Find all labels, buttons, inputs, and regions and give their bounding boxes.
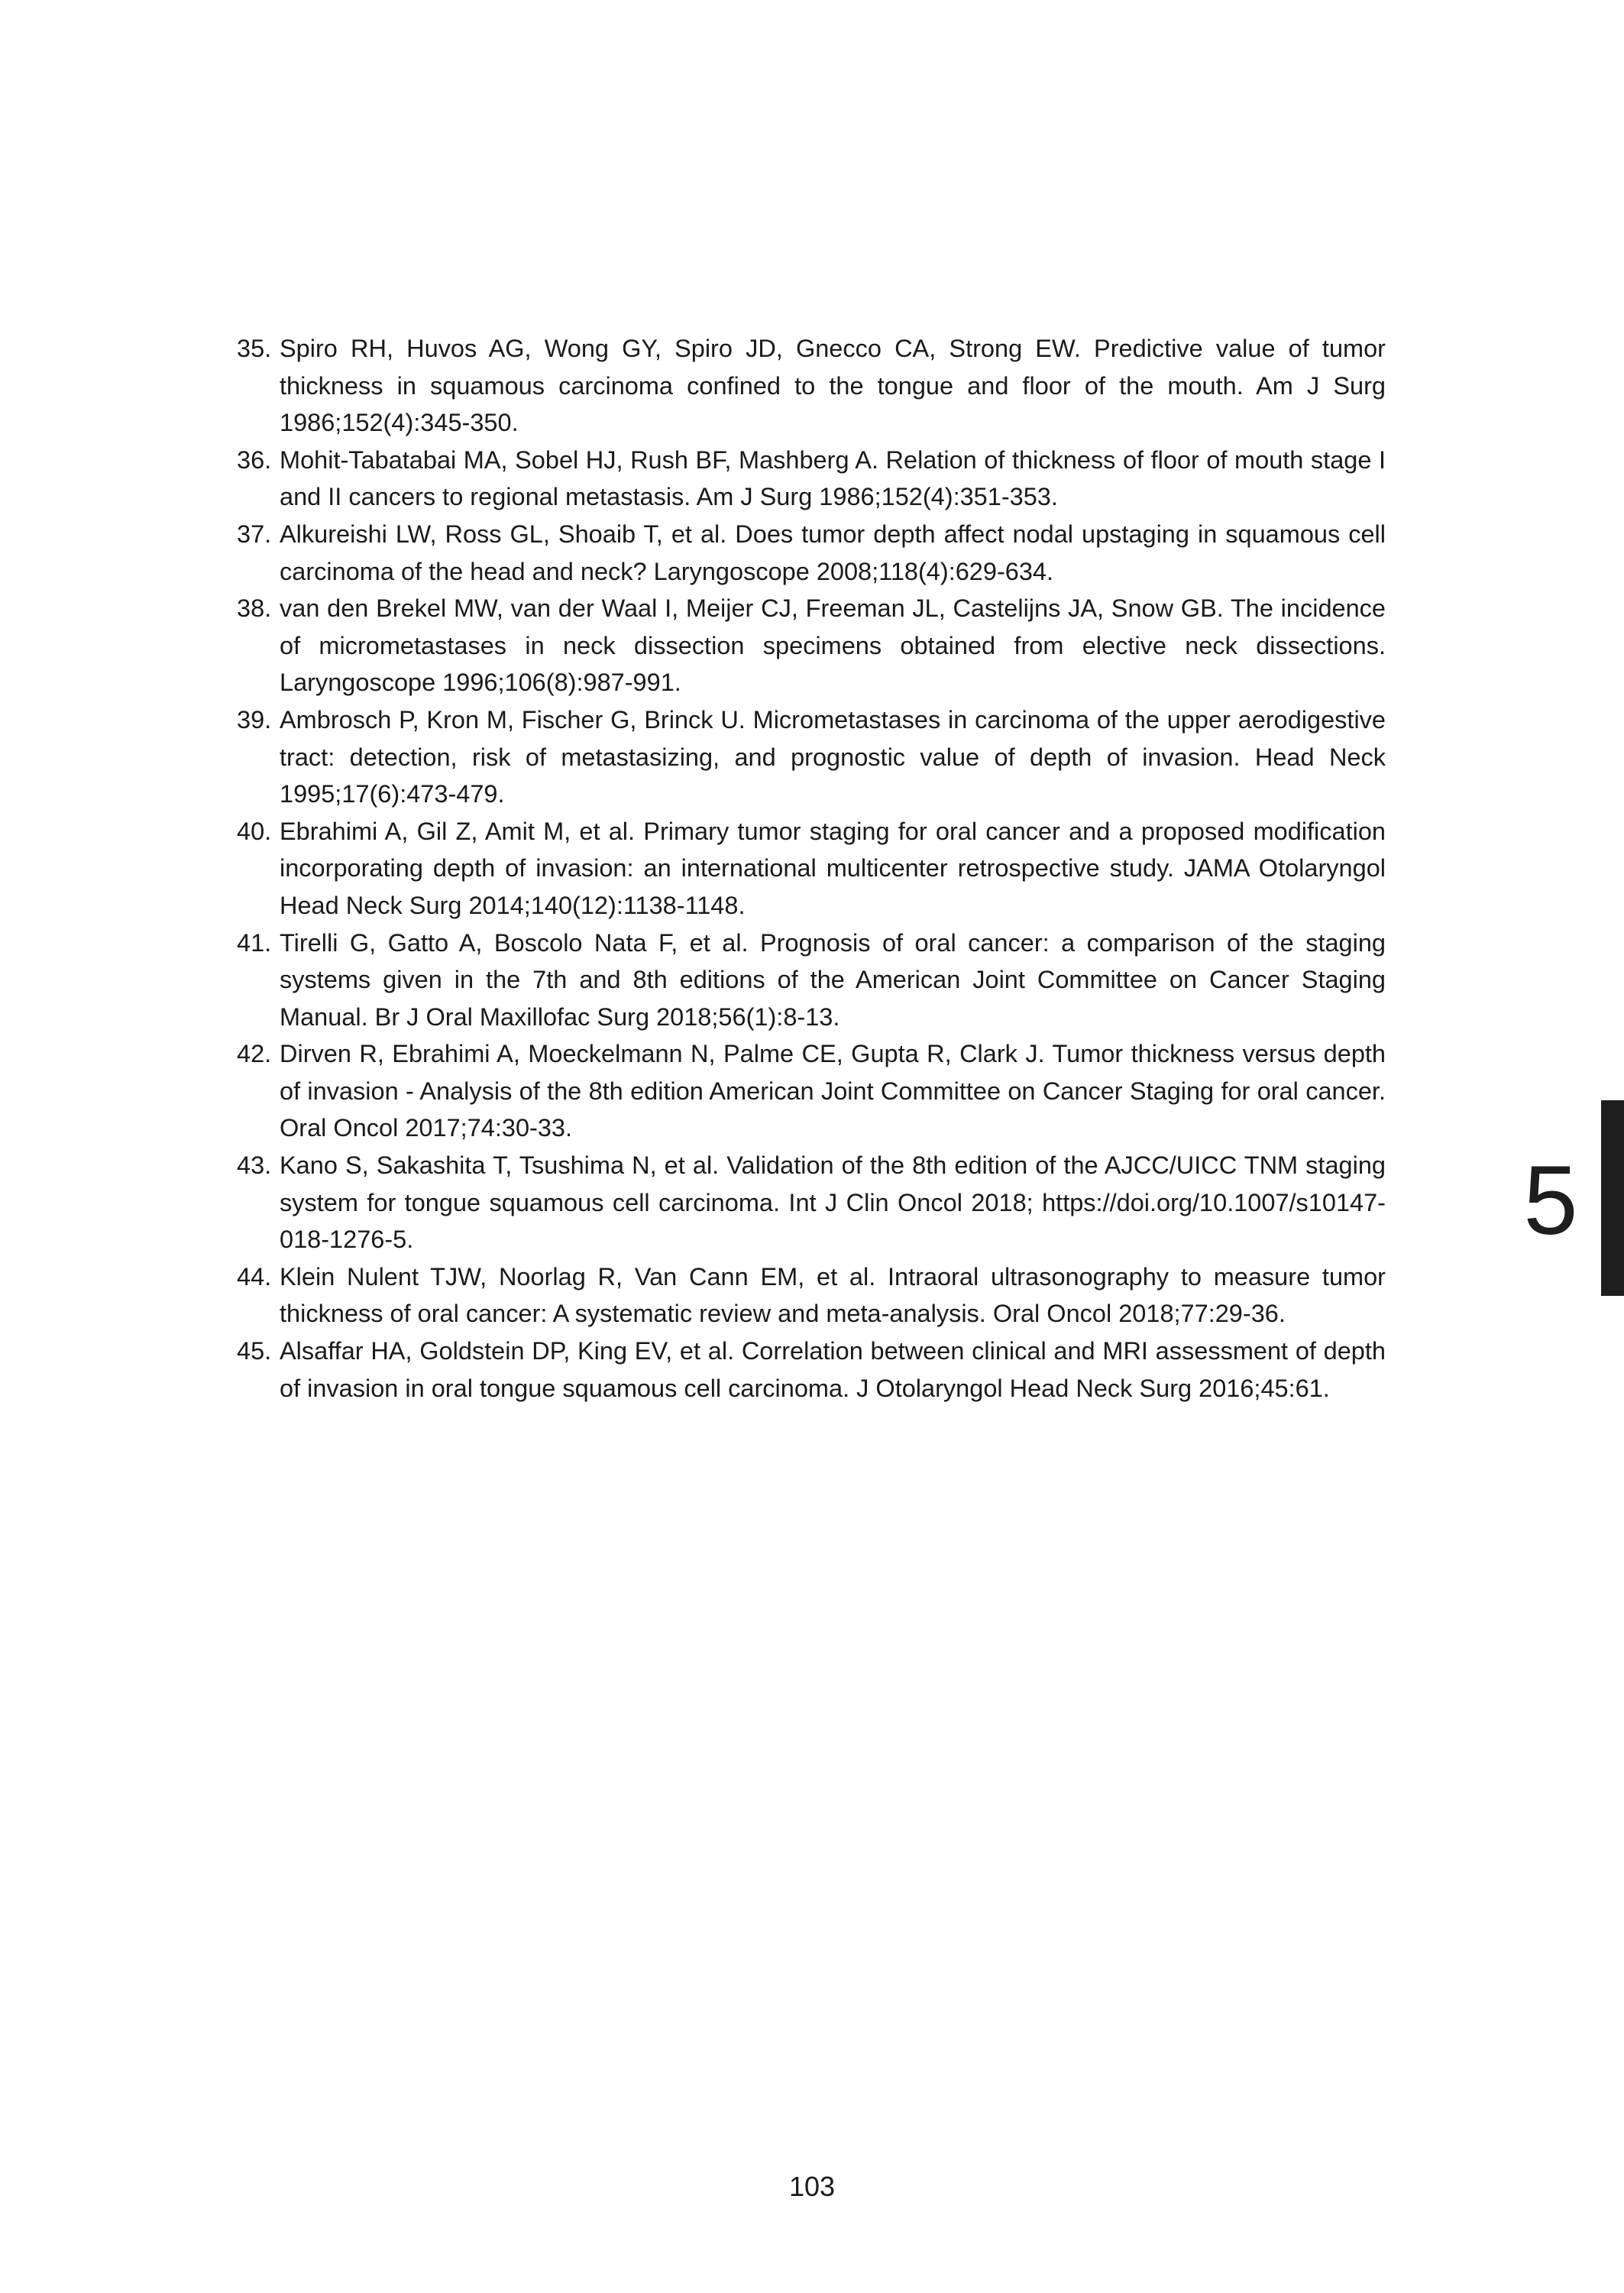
reference-text: Mohit-Tabatabai MA, Sobel HJ, Rush BF, Mashberg A. Relation of thickness of floor of mouth stage I and II cancers to regional metastasis. Am J Surg 1986;152(4):351-353. [280,445,1386,511]
reference-number: 35. [237,335,272,362]
reference-text: Tirelli G, Gatto A, Boscolo Nata F, et al. Prognosis of oral cancer: a comparison of the staging systems given in the 7th and 8th editions of the American Joint Committee on Cancer Staging Manual. Br J Oral Maxillofac Surg 2018;56(1):8-13. [280,928,1386,1031]
reference-text: Spiro RH, Huvos AG, Wong GY, Spiro JD, Gnecco CA, Strong EW. Predictive value of tumor thickness in squamous carcinoma confined to the tongue and floor of the mouth. Am J Surg 1986;152(4):345-350. [280,335,1386,437]
reference-list [237,330,1386,1407]
reference-item [237,330,1386,442]
reference-number: 44. [237,1262,272,1291]
reference-item [237,1147,1386,1258]
reference-text: Klein Nulent TJW, Noorlag R, Van Cann EM, et al. Intraoral ultrasonography to measure tumor thickness of oral cancer: A systematic review and meta-analysis. Oral Oncol 2018;77:29-36. [280,1262,1386,1328]
reference-item [237,813,1386,925]
reference-text: Ambrosch P, Kron M, Fischer G, Brinck U. Micrometastases in carcinoma of the upper aerodigestive tract: detection, risk of metastasizing, and prognostic value of depth of invasion. Head Neck 1995;17(6):473-479. [280,705,1386,808]
reference-text: Ebrahimi A, Gil Z, Amit M, et al. Primary tumor staging for oral cancer and a proposed modification incorporating depth of invasion: an international multicenter retrospective study. JAMA Otolaryngol Head Neck Surg 2014;140(12):1138-1148. [280,817,1386,919]
reference-text: Alsaffar HA, Goldstein DP, King EV, et al. Correlation between clinical and MRI assessment of depth of invasion in oral tongue squamous cell carcinoma. J Otolaryngol Head Neck Surg 2016;45:61. [280,1337,1386,1402]
reference-number: 41. [237,928,272,957]
reference-number: 45. [237,1337,272,1365]
reference-item [237,701,1386,813]
reference-text: van den Brekel MW, van der Waal I, Meijer CJ, Freeman JL, Castelijns JA, Snow GB. The incidence of micrometastases in neck dissection specimens obtained from elective neck dissections. Laryngoscope 1996;106(8):987-991. [280,594,1386,697]
reference-number: 38. [237,594,272,623]
reference-text: Kano S, Sakashita T, Tsushima N, et al. Validation of the 8th edition of the AJCC/UICC TNM staging system for tongue squamous cell carcinoma. Int J Clin Oncol 2018; https://doi.org/10.1007/s10147-018-1276-5. [280,1151,1386,1254]
reference-number: 39. [237,705,272,734]
chapter-number: 5 [1523,1146,1578,1255]
reference-number: 43. [237,1151,272,1180]
reference-item [237,516,1386,590]
page-number: 103 [788,2171,836,2202]
reference-item [237,925,1386,1036]
reference-item [237,590,1386,701]
reference-number: 40. [237,817,272,845]
reference-item [237,442,1386,516]
reference-number: 36. [237,445,272,474]
reference-text: Alkureishi LW, Ross GL, Shoaib T, et al. Does tumor depth affect nodal upstaging in squamous cell carcinoma of the head and neck? Laryngoscope 2008;118(4):629-634. [280,520,1386,585]
reference-text: Dirven R, Ebrahimi A, Moeckelmann N, Palme CE, Gupta R, Clark J. Tumor thickness versus depth of invasion - Analysis of the 8th edition American Joint Committee on Cancer Staging for oral cancer. Oral Oncol 2017;74:30-33. [280,1040,1386,1142]
chapter-tab-marker [1601,1100,1624,1296]
reference-number: 37. [237,520,272,548]
reference-number: 42. [237,1040,272,1068]
reference-item [237,1035,1386,1147]
reference-item [237,1333,1386,1407]
reference-item [237,1258,1386,1333]
